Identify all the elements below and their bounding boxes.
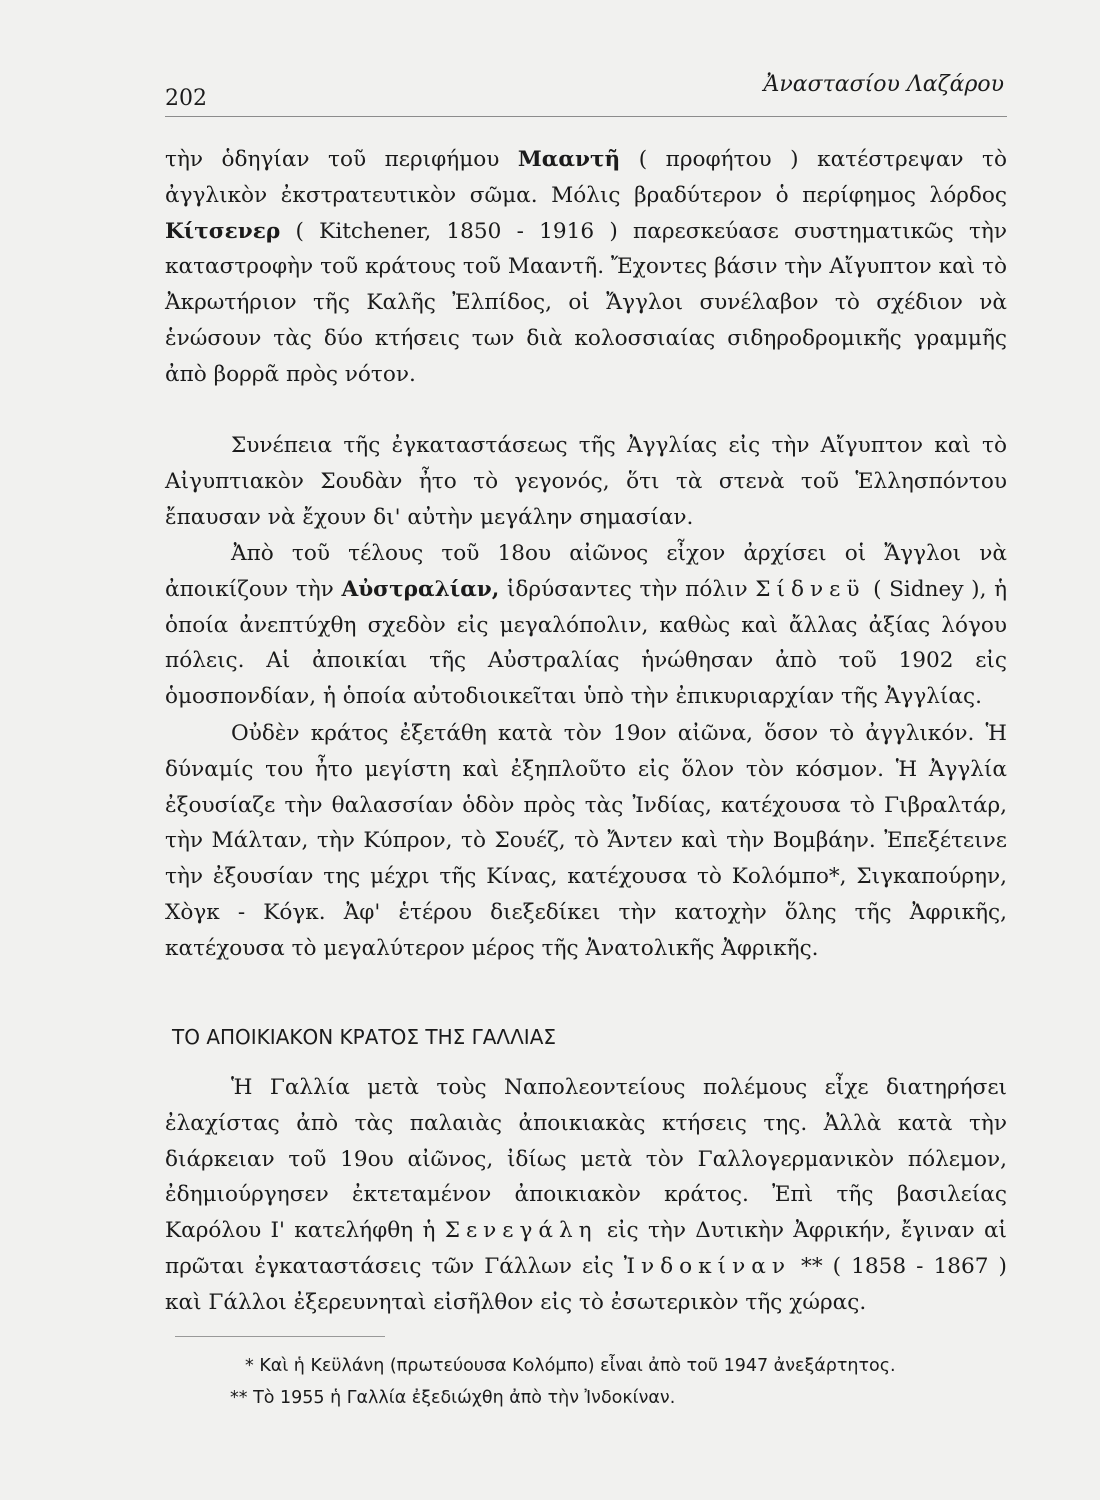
- paragraph-1-text-a: τὴν ὁδηγίαν τοῦ περιφήμου: [165, 147, 518, 172]
- paragraph-3-text-a: Ἀπὸ τοῦ τέλους τοῦ 18ου αἰῶνος εἶχον ἀρχίσει οἱ Ἄγγλοι νὰ ἀποικίζουν τὴν: [165, 541, 1007, 602]
- header-rule: [165, 116, 1007, 117]
- paragraph-1: [165, 142, 1007, 393]
- running-head: Ἀναστασίου Λαζάρου: [763, 72, 1004, 97]
- footnote-rule: [175, 1336, 385, 1337]
- name-senegal: Σενεγάλη: [444, 1218, 598, 1244]
- section-paragraph-text-e: ** ( 1858 - 1867 ) καὶ Γάλλοι ἐξερευνηταὶ εἰσῆλθον εἰς τὸ ἐσωτερικὸν τῆς χώρας.: [165, 1253, 1007, 1315]
- footnote-2: ** Τὸ 1955 ἡ Γαλλία ἐξεδιώχθη ἀπὸ τὴν Ἰνδοκίναν.: [230, 1388, 676, 1408]
- paragraph-3: [165, 536, 1007, 715]
- name-australia: Αὐστραλίαν,: [341, 576, 500, 602]
- paragraph-3-text-c: ἱδρύσαντες τὴν πόλιν: [499, 576, 756, 602]
- name-maanti: Μααντῆ: [517, 147, 621, 172]
- page-number: 202: [165, 86, 207, 111]
- footnote-1: * Καὶ ἡ Κεϋλάνη (πρωτεύουσα Κολόμπο) εἶναι ἀπὸ τοῦ 1947 ἀνεξάρτητος.: [245, 1356, 896, 1376]
- section-paragraph: [165, 1070, 1007, 1321]
- section-heading: ΤΟ ΑΠΟΙΚΙΑΚΟΝ ΚΡΑΤΟΣ ΤΗΣ ΓΑΛΛΙΑΣ: [172, 1025, 557, 1049]
- paragraph-3-text-e: ( Sidney ), ἡ ὁποία ἀνεπτύχθη σχεδὸν εἰς μεγαλόπολιν, καθὼς καὶ ἄλλας ἀξίας λόγου πόλεις. Αἱ ἀποικίαι τῆς Αὐστραλίας ἡνώθησαν ἀπὸ τοῦ 1902 εἰς ὁμοσπονδίαν, ἡ ὁποία αὐτοδιοικεῖται ὑπὸ τὴν ἐπικυριαρχίαν τῆς Ἀγγλίας.: [165, 576, 1008, 710]
- paragraph-1-text-c: ( προφήτου ) κατέστρεψαν τὸ ἀγγλικὸν ἐκστρατευτικὸν σῶμα. Μόλις βραδύτερον ὁ περίφημος λόρδος: [165, 147, 1007, 208]
- paragraph-4: Οὐδὲν κράτος ἐξετάθη κατὰ τὸν 19ον αἰῶνα, ὅσον τὸ ἀγγλικόν. Ἡ δύναμίς του ἦτο μεγίστη καὶ ἐξηπλοῦτο εἰς ὅλον τὸν κόσμον. Ἡ Ἀγγλία ἐξουσίαζε τὴν θαλασσίαν ὁδὸν πρὸς τὰς Ἰνδίας, κατέχουσα τὸ Γιβραλτάρ, τὴν Μάλταν, τὴν Κύπρον, τὸ Σουέζ, τὸ Ἄντεν καὶ τὴν Βομβάην. Ἐπεξέτεινε τὴν ἐξουσίαν της μέχρι τῆς Κίνας, κατέχουσα τὸ Κολόμπο*, Σιγκαπούρην, Χὸγκ - Κόγκ. Ἀφ' ἑτέρου διεξεδίκει τὴν κατοχὴν ὅλης τῆς Ἀφρικῆς, κατέχουσα τὸ μεγαλύτερον μέρος τῆς Ἀνατολικῆς Ἀφρικῆς.: [165, 721, 1007, 961]
- name-indochina: Ἰνδοκίναν: [623, 1253, 791, 1279]
- section-paragraph-text-c: εἰς τὴν Δυτικὴν Ἀφρικήν, ἔγιναν αἱ πρῶται ἐγκαταστάσεις τῶν Γάλλων εἰς: [165, 1218, 1007, 1279]
- paragraph-1-text-e: ( Kitchener, 1850 - 1916 ) παρεσκεύασε συστηματικῶς τὴν καταστροφὴν τοῦ κράτους τοῦ Μααντῆ. Ἔχοντες βάσιν τὴν Αἴγυπτον καὶ τὸ Ἀκρωτήριον τῆς Καλῆς Ἐλπίδος, οἱ Ἄγγλοι συνέλαβον τὸ σχέδιον νὰ ἑνώσουν τὰς δύο κτήσεις των διὰ κολοσσιαίας σιδηροδρομικῆς γραμμῆς ἀπὸ βορρᾶ πρὸς νότον.: [165, 218, 1007, 387]
- name-kitchener: Κίτσενερ: [165, 218, 281, 244]
- section-paragraph-text-a: Ἡ Γαλλία μετὰ τοὺς Ναπολεοντείους πολέμους εἶχε διατηρήσει ἐλαχίστας ἀπὸ τὰς παλαιὰς ἀποικιακὰς κτήσεις της. Ἀλλὰ κατὰ τὴν διάρκειαν τοῦ 19ου αἰῶνος, ἰδίως μετὰ τὸν Γαλλογερμανικὸν πόλεμον, ἐδημιούργησεν ἐκτεταμένον ἀποικιακὸν κράτος. Ἐπὶ τῆς βασιλείας Καρόλου Ι' κατελήφθη ἡ: [165, 1075, 1007, 1244]
- name-sidney: Σίδνεϋ: [755, 576, 866, 602]
- paragraph-2: Συνέπεια τῆς ἐγκαταστάσεως τῆς Ἀγγλίας εἰς τὴν Αἴγυπτον καὶ τὸ Αἰγυπτιακὸν Σουδὰν ἦτο τὸ γεγονός, ὅτι τὰ στενὰ τοῦ Ἑλλησπόντου ἔπαυσαν νὰ ἔχουν δι' αὐτὴν μεγάλην σημασίαν.: [165, 433, 1007, 530]
